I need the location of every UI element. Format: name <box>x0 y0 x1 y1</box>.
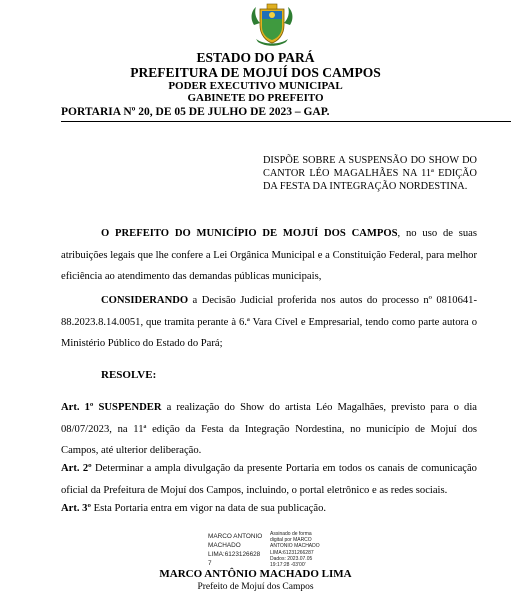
resolve-heading: RESOLVE: <box>101 369 157 381</box>
article-3 <box>61 498 477 520</box>
signature-name-line: MACHADO <box>208 542 241 549</box>
municipal-coat-of-arms-icon <box>248 3 296 47</box>
signature-name-line: MARCO ANTONIO <box>208 533 263 540</box>
considerando-paragraph <box>61 290 477 355</box>
considerando-lead: CONSIDERANDO <box>101 295 189 306</box>
article-3-label: Art. 3º <box>61 503 91 514</box>
portaria-title: PORTARIA Nº 20, DE 05 DE JULHO DE 2023 – GAP. <box>61 106 330 118</box>
signature-stamp-line: LIMA:61231266287 <box>270 549 314 556</box>
ementa: DISPÕE SOBRE A SUSPENSÃO DO SHOW DO CANTOR LÉO MAGALHÃES NA 11ª EDIÇÃO DA FESTA DA INTEGRAÇÃO NORDESTINA. <box>263 155 477 192</box>
considerando-text: a Decisão Judicial proferida nos autos do processo nº 0810641-88.2023.8.14.0051, que tramita perante à 6.ª Vara Cível e Empresarial, tendo como parte autora o Ministério Público do Estado do Pará; <box>61 295 477 349</box>
article-3-text: Esta Portaria entra em vigor na data de sua publicação. <box>90 503 327 514</box>
digital-signature-name <box>208 532 268 568</box>
signer-role: Prefeito de Mojuí dos Campos <box>197 582 314 592</box>
executive-power: PODER EXECUTIVO MUNICIPAL <box>168 80 343 92</box>
digital-signature-stamp <box>270 531 336 568</box>
preamble-paragraph <box>61 223 477 288</box>
article-1-label: Art. 1º <box>61 402 94 413</box>
preamble-lead: O PREFEITO DO MUNICÍPIO DE MOJUÍ DOS CAMPOS <box>101 228 398 239</box>
signature-stamp-line: Assinado de forma <box>270 531 312 537</box>
signature-stamp-line: Dados: 2023.07.05 <box>270 555 313 562</box>
state-name: ESTADO DO PARÁ <box>196 50 315 65</box>
article-2 <box>61 458 477 501</box>
mayor-office: GABINETE DO PREFEITO <box>187 92 324 104</box>
signer-name: MARCO ANTÔNIO MACHADO LIMA <box>159 568 352 580</box>
preamble-text: , no uso de suas atribuições legais que lhe confere a Lei Orgânica Municipal e a Constituição Federal, para melhor eficiência ao atendimento das demandas públicas municipais, <box>61 228 478 282</box>
article-2-label: Art. 2º <box>61 463 92 474</box>
signature-stamp-line: ANTONIO MACHADO <box>270 543 320 550</box>
signature-name-line: LIMA:6123126628 <box>208 551 261 558</box>
article-1 <box>61 397 477 462</box>
title-divider <box>61 121 511 122</box>
signature-stamp-line: digital por MARCO <box>270 537 312 544</box>
article-1-lead: SUSPENDER <box>93 402 162 413</box>
article-1-text: a realização do Show do artista Léo Magalhães, previsto para o dia 08/07/2023, na 11ª edição da Festa da Integração Nordestina, no município de Mojuí dos Campos, até ulterior deliberação. <box>61 402 477 456</box>
article-2-text: Determinar a ampla divulgação da presente Portaria em todos os canais de comunicação oficial da Prefeitura de Mojuí dos Campos, incluindo, o portal eletrônico e as redes sociais. <box>61 463 477 496</box>
signature-stamp-line: 19:17:28 -03'00' <box>270 562 306 569</box>
municipality-name: PREFEITURA DE MOJUÍ DOS CAMPOS <box>130 65 381 80</box>
signature-name-line: 7 <box>208 560 212 567</box>
